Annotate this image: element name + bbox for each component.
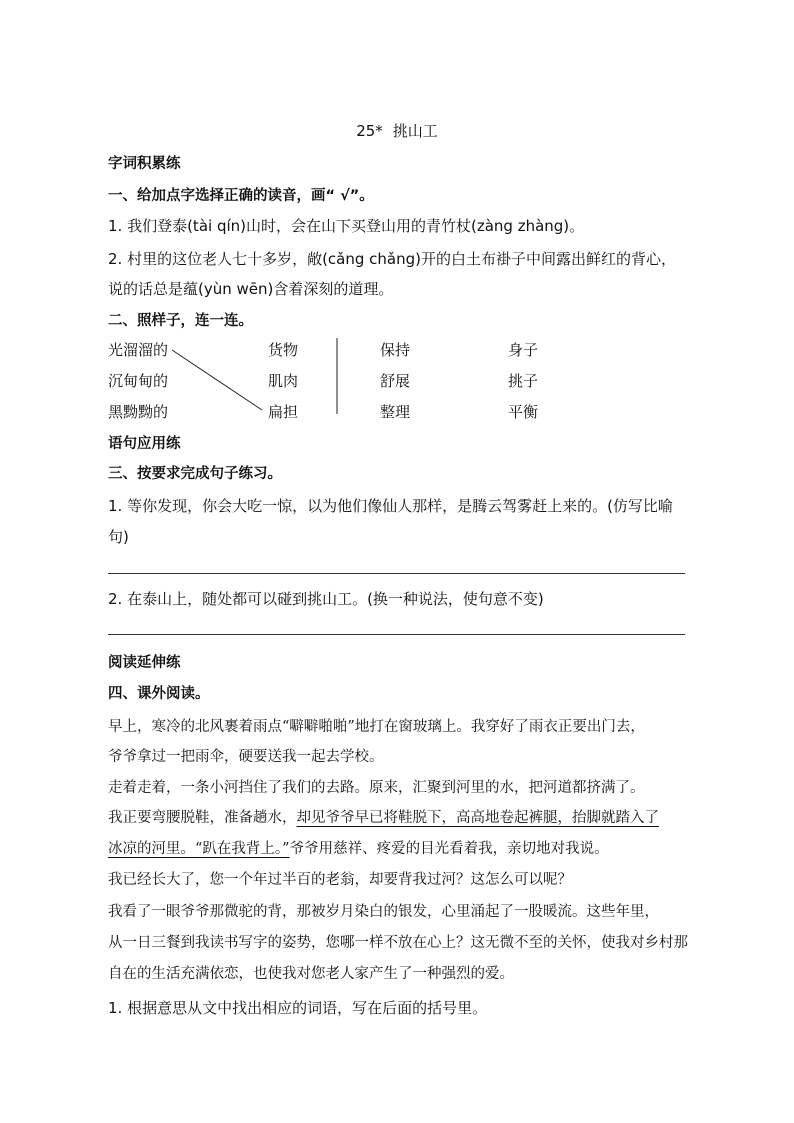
passage-p2: 走着走着，一条小河挡住了我们的去路。原来，汇聚到河里的水，把河道都挤满了。	[108, 780, 645, 796]
section-heading-reading: 阅读延伸练	[108, 655, 181, 671]
passage-p1-line-2: 爷爷拿过一把雨伞，硬要送我一起去学校。	[108, 749, 384, 765]
question-2-heading: 二、照样子，连一连。	[108, 313, 253, 329]
match-right-b-2: 挑子	[508, 372, 539, 390]
match-mid-3: 扁担	[268, 403, 299, 421]
passage-p1-line-1: 早上，寒冷的北风裹着雨点“噼噼啪啪”地打在窗玻璃上。我穿好了雨衣正要出门去，	[108, 719, 645, 735]
match-right-a-3: 整理	[380, 403, 411, 421]
match-mid-2: 肌肉	[268, 372, 299, 390]
question-3-heading: 三、按要求完成句子练习。	[108, 466, 282, 482]
match-left-1: 光溜溜的	[108, 341, 169, 359]
question-4-heading: 四、课外阅读。	[108, 686, 210, 702]
match-right-b-1: 身子	[508, 341, 539, 359]
section-heading-sentence: 语句应用练	[108, 436, 181, 452]
passage-p5-line-2: 从一日三餐到我读书写字的姿势，您哪一样不放在心上？这无微不至的关怀，使我对乡村那	[108, 935, 688, 951]
example-match-line	[172, 350, 262, 410]
lesson-number: 25*	[356, 122, 383, 140]
passage-p3b-plain: 爷爷用慈祥、疼爱的目光看着我，亲切地对我说。	[289, 841, 609, 857]
passage-p3-line-2	[108, 837, 609, 858]
question-3-item-2: 2. 在泰山上，随处都可以碰到挑山工。(换一种说法，使句意不变)	[108, 590, 544, 608]
passage-p4: 我已经长大了，您一个年过半百的老翁，却要背我过河？这怎么可以呢？	[108, 872, 572, 888]
lesson-name: 挑山工	[392, 122, 438, 140]
answer-line-2[interactable]	[108, 634, 685, 635]
passage-p5-line-1: 我看了一眼爷爷那微驼的背，那被岁月染白的银发，心里涌起了一股暖流。这些年里，	[108, 904, 659, 920]
match-mid-1: 货物	[268, 341, 299, 359]
passage-p3-underlined: 却见爷爷早已将鞋脱下，高高地卷起裤腿，抬脚就踏入了	[296, 810, 659, 826]
question-1-item-2-line-2: 说的话总是蕴(yùn wēn)含着深刻的道理。	[108, 280, 394, 298]
question-3-item-1-line-2: 句)	[108, 528, 129, 546]
passage-p3b-underlined: 冰凉的河里。“趴在我背上。”	[108, 841, 290, 857]
question-3-item-1-line-1: 1. 等你发现，你会大吃一惊，以为他们像仙人那样，是腾云驾雾赶上来的。(仿写比喻	[108, 497, 673, 515]
match-left-2: 沉甸甸的	[108, 372, 169, 390]
question-1-item-1: 1. 我们登泰(tài qín)山时，会在山下买登山用的青竹杖(zàng zhàng)。	[108, 217, 585, 235]
match-left-3: 黑黝黝的	[108, 403, 169, 421]
answer-line-1[interactable]	[108, 573, 685, 574]
match-right-a-1: 保持	[380, 341, 411, 359]
question-1-item-2-line-1: 2. 村里的这位老人七十多岁，敞(cǎng chǎng)开的白土布褂子中间露出鲜红的背心，	[108, 250, 676, 268]
match-right-a-2: 舒展	[380, 372, 411, 390]
question-1-heading: 一、给加点字选择正确的读音，画“ √”。	[108, 188, 374, 204]
passage-p3-line-1	[108, 806, 659, 827]
question-4-task-1: 1. 根据意思从文中找出相应的词语，写在后面的括号里。	[108, 999, 488, 1017]
section-heading-vocab: 字词积累练	[108, 156, 181, 172]
match-right-b-3: 平衡	[508, 403, 539, 421]
passage-p5-line-3: 自在的生活充满依恋，也使我对您老人家产生了一种强烈的爱。	[108, 966, 514, 982]
passage-p3-plain: 我正要弯腰脱鞋，准备趟水，	[108, 810, 297, 826]
